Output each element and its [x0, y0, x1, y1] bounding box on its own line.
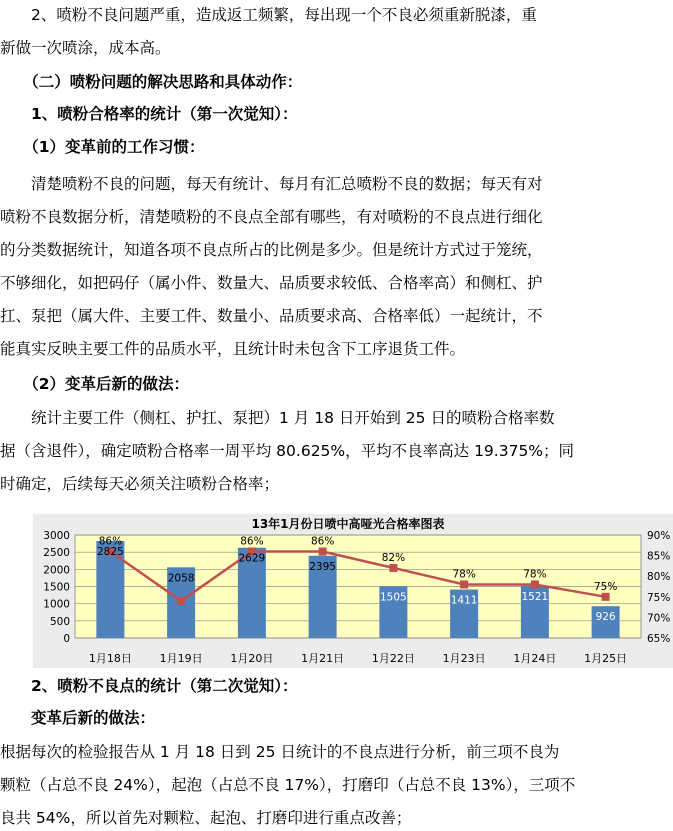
line-label-1: 86%	[98, 535, 123, 548]
x-tick-label: 1月20日	[230, 652, 274, 665]
text-line-20: 良共 54%，所以首先对颗粒、起泡、打磨印进行重点改善；	[0, 809, 412, 827]
line-point-5	[389, 564, 397, 572]
y2-tick-label: 85%	[647, 550, 671, 563]
bar-label-6: 1411	[450, 594, 478, 607]
text-line-15: 时确定，后续每天必须关注喷粉合格率；	[0, 475, 280, 493]
line-label-8: 75%	[593, 580, 618, 593]
text-line-18: 根据每次的检验报告从 1 月 18 日到 25 日统计的不良点进行分析，前三项不良为	[0, 743, 560, 761]
y2-tick-label: 70%	[647, 612, 671, 625]
x-tick-label: 1月25日	[584, 652, 628, 665]
bar-label-4: 2395	[309, 560, 336, 573]
x-tick-label: 1月18日	[88, 652, 132, 665]
text-line-12: （2）变革后新的做法：	[0, 375, 190, 393]
chart-svg	[33, 514, 673, 668]
line-label-5: 82%	[381, 551, 406, 564]
bar-label-3: 2629	[238, 552, 266, 565]
text-line-11: 能真实反映主要工件的品质水平，且统计时未包含下工序退货工件。	[0, 340, 466, 358]
x-tick-label: 1月23日	[442, 652, 486, 665]
x-tick-label: 1月24日	[513, 652, 557, 665]
y-tick-label: 1000	[43, 598, 70, 611]
text-line-10: 扛、泵把（属大件、主要工件、数量小、品质要求高、合格率低）一起统计，不	[0, 307, 543, 325]
y-tick-label: 2000	[43, 564, 70, 577]
bar-label-2: 2058	[167, 572, 195, 585]
y-tick-label: 0	[63, 633, 70, 645]
y2-tick-label: 80%	[647, 571, 671, 584]
line-point-4	[319, 547, 327, 555]
text-line-14: 据（含退件），确定喷粉合格率一周平均 80.625%，平均不良率高达 19.375%；同	[0, 442, 575, 460]
x-tick-label: 1月19日	[159, 652, 203, 665]
y-tick-label: 2500	[43, 547, 70, 560]
line-point-8	[602, 593, 610, 601]
text-line-8: 的分类数据统计，知道各项不良点所占的比例是多少。但是统计方式过于笼统，	[0, 241, 543, 259]
y-tick-label: 500	[49, 615, 70, 628]
text-line-6: 清楚喷粉不良的问题，每天有统计、每月有汇总喷粉不良的数据；每天有对	[0, 175, 543, 193]
y2-tick-label: 90%	[647, 530, 671, 542]
y-tick-label: 3000	[43, 530, 70, 542]
bar-label-7: 1521	[521, 590, 549, 603]
line-point-7	[531, 580, 539, 588]
text-line-13: 统计主要工件（侧杠、护扛、泵把）1 月 18 日开始到 25 日的喷粉合格率数	[0, 409, 555, 427]
text-line-9: 不够细化，如把码仔（属小件、数量大、品质要求较低、合格率高）和侧杠、护	[0, 274, 543, 292]
chart-title: 13年1月份日喷中高哑光合格率图表	[251, 517, 445, 531]
bar-label-1: 2825	[97, 546, 124, 559]
bar-label-8: 926	[595, 611, 616, 624]
text-line-4: 1、喷粉合格率的统计（第一次觉知）：	[0, 105, 298, 123]
x-tick-label: 1月21日	[301, 652, 345, 665]
y2-tick-label: 75%	[647, 591, 671, 604]
line-label-4: 86%	[310, 535, 335, 548]
text-line-3: （二）喷粉问题的解决思路和具体动作：	[0, 73, 303, 91]
line-label-6: 78%	[452, 568, 476, 581]
line-point-6	[460, 580, 468, 588]
text-line-16: 2、喷粉不良点的统计（第二次觉知）：	[0, 677, 298, 695]
y2-tick-label: 65%	[647, 633, 671, 645]
pass-rate-chart	[33, 514, 673, 668]
y-tick-label: 1500	[43, 581, 70, 594]
line-point-2	[177, 597, 185, 605]
bar-label-5: 1505	[380, 591, 407, 604]
text-line-19: 颗粒（占总不良 24%），起泡（占总不良 17%），打磨印（占总不良 13%），三项不	[0, 776, 576, 794]
text-line-1: 2、喷粉不良问题严重，造成返工频繁，每出现一个不良必须重新脱漆，重	[0, 6, 537, 24]
text-line-5: （1）变革前的工作习惯：	[0, 138, 205, 156]
x-tick-label: 1月22日	[371, 652, 415, 665]
line-label-3: 86%	[240, 535, 264, 548]
text-line-2: 新做一次喷涂，成本高。	[0, 39, 171, 57]
text-line-17: 变革后新的做法：	[0, 709, 156, 727]
text-line-7: 喷粉不良数据分析，清楚喷粉的不良点全部有哪些，有对喷粉的不良点进行细化	[0, 208, 543, 226]
line-label-7: 78%	[523, 568, 547, 581]
